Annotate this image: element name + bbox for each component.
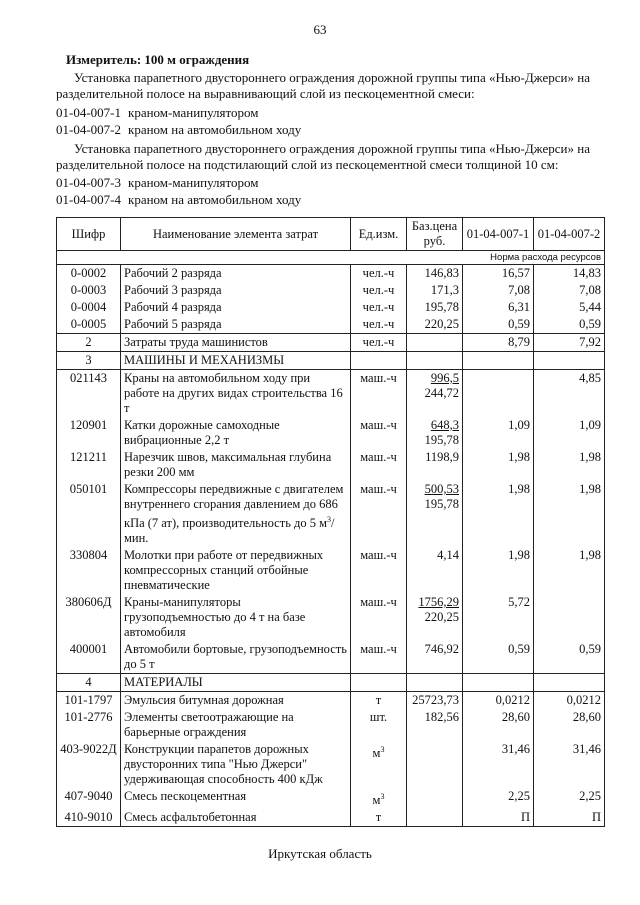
measure-heading: Измеритель: 100 м ограждения	[66, 52, 250, 67]
price-secondary-value: 195,78	[424, 433, 459, 447]
cell-norm-col2: 7,92	[534, 334, 605, 352]
code-line-3	[56, 175, 259, 191]
cell-unit	[351, 265, 407, 283]
cell-norm-col1: 2,25	[463, 788, 534, 809]
unit-text: чел.-ч	[362, 335, 395, 349]
cell-name	[121, 709, 351, 741]
cell-norm-col1: 16,57	[463, 265, 534, 283]
cell-name	[121, 788, 351, 809]
resource-table	[56, 217, 605, 827]
unit-text: маш.-ч	[360, 418, 397, 432]
code-line-2	[56, 122, 301, 138]
code: 01-04-007-2	[56, 122, 121, 137]
price-value: 648,3	[430, 418, 459, 432]
code: 01-04-007-4	[56, 192, 121, 207]
cell-code: 0-0004	[57, 299, 121, 316]
norm-label: Норма расхода ресурсов	[57, 251, 605, 265]
cell-price	[407, 481, 463, 547]
cell-norm-col2: 1,98	[534, 449, 605, 481]
table-row	[57, 299, 605, 316]
cell-unit	[351, 282, 407, 299]
cell-norm-col1: 1,98	[463, 449, 534, 481]
cell-unit	[351, 334, 407, 352]
cell-price	[407, 449, 463, 481]
price-secondary-value: 220,25	[424, 610, 459, 625]
price-secondary-value: 244,72	[424, 386, 459, 400]
table-row	[57, 674, 605, 692]
table-row	[57, 594, 605, 641]
code-line-1	[56, 105, 259, 121]
page-number: 63	[313, 22, 327, 37]
cell-norm-col1: 6,31	[463, 299, 534, 316]
description-paragraph-1: Установка парапетного двустороннего ограждения дорожной группы типа «Нью-Джерси» на разделительной полосе на выравнивающий слой из пескоцементной смеси:	[56, 70, 590, 101]
name-text: Катки дорожные самоходные вибрационные 2,2 т	[124, 418, 280, 447]
cell-norm-col1: 31,46	[463, 741, 534, 788]
price-value: 500,53	[424, 482, 459, 496]
cell-norm-col1: 1,98	[463, 547, 534, 594]
name-text: Нарезчик швов, максимальная глубина резки 200 мм	[124, 450, 332, 479]
cell-norm-col2: 5,44	[534, 299, 605, 316]
cell-price	[407, 265, 463, 283]
unit-text: маш.-ч	[360, 595, 397, 610]
cell-name	[121, 316, 351, 334]
name-text: Эмульсия битумная дорожная	[124, 693, 284, 708]
cell-name	[121, 299, 351, 316]
table-row	[57, 370, 605, 418]
price-value: 220,25	[424, 317, 459, 331]
table-row	[57, 809, 605, 827]
cell-norm-col2: 1,98	[534, 481, 605, 547]
price-value: 996,5	[430, 371, 459, 385]
price-value: 25723,73	[412, 693, 459, 708]
cell-norm-col2: 31,46	[534, 741, 605, 788]
name-text: Автомобили бортовые, грузоподъемность до 5 т	[124, 642, 347, 672]
cell-norm-col1: 0,0212	[463, 692, 534, 710]
unit-text: чел.-ч	[362, 266, 395, 280]
cell-price	[407, 641, 463, 674]
name-text: Затраты труда машинистов	[124, 335, 268, 349]
header-price: Баз.цена руб.	[407, 218, 463, 251]
table-row	[57, 352, 605, 370]
cell-norm-col1: 28,60	[463, 709, 534, 741]
cell-norm-col1: 0,59	[463, 316, 534, 334]
price-value: 171,3	[430, 283, 459, 297]
code-text: краном-манипулятором	[128, 175, 259, 190]
table-row	[57, 417, 605, 449]
table-row	[57, 692, 605, 710]
cell-norm-col1: 1,98	[463, 481, 534, 547]
cell-code: 403-9022Д	[57, 741, 121, 788]
code-text: краном-манипулятором	[128, 105, 259, 120]
name-text: Рабочий 5 разряда	[124, 317, 222, 331]
cell-norm-col2: 2,25	[534, 788, 605, 809]
cell-price	[407, 334, 463, 352]
cell-code: 101-2776	[57, 709, 121, 741]
table-row	[57, 334, 605, 352]
name-text: Рабочий 2 разряда	[124, 266, 222, 280]
cell-unit	[351, 481, 407, 547]
cell-price	[407, 299, 463, 316]
cell-norm-col1: П	[463, 809, 534, 827]
header-col1: 01-04-007-1	[463, 218, 534, 251]
cell-price	[407, 741, 463, 788]
cell-norm-col2: 0,59	[534, 641, 605, 674]
unit-text: чел.-ч	[362, 317, 395, 331]
table-row	[57, 709, 605, 741]
name-text: Элементы светоотражающие на барьерные ограждения	[124, 710, 294, 740]
cell-code: 101-1797	[57, 692, 121, 710]
empty-cell	[534, 674, 605, 692]
table-row	[57, 741, 605, 788]
cell-code: 410-9010	[57, 809, 121, 827]
cell-name	[121, 809, 351, 827]
cell-name	[121, 481, 351, 547]
cell-price	[407, 316, 463, 334]
cell-name	[121, 741, 351, 788]
cell-unit	[351, 709, 407, 741]
cell-name	[121, 417, 351, 449]
code-text: краном на автомобильном ходу	[128, 192, 302, 207]
cell-norm-col2: 0,59	[534, 316, 605, 334]
name-superscript: 3	[327, 515, 332, 524]
cell-norm-col2	[534, 594, 605, 641]
cell-price	[407, 282, 463, 299]
price-value: 1198,9	[425, 450, 459, 464]
cell-norm-col2: 28,60	[534, 709, 605, 741]
section-title: МАШИНЫ И МЕХАНИЗМЫ	[121, 352, 351, 370]
unit-superscript: 3	[380, 792, 385, 802]
empty-cell	[463, 352, 534, 370]
cell-unit	[351, 594, 407, 641]
header-unit: Ед.изм.	[351, 218, 407, 251]
price-value: 182,56	[424, 710, 459, 725]
cell-name	[121, 449, 351, 481]
cell-name	[121, 265, 351, 283]
unit-text: маш.-ч	[360, 450, 397, 464]
name-text: Смесь асфальтобетонная	[124, 810, 257, 825]
cell-price	[407, 709, 463, 741]
unit-text: шт.	[369, 710, 388, 725]
section-code: 4	[57, 674, 121, 692]
name-text: Конструкции парапетов дорожных двусторонних типа "Нью Джерси" удерживающая способность 400 кДж	[124, 742, 323, 787]
cell-price	[407, 788, 463, 809]
price-value: 746,92	[424, 642, 459, 657]
name-text: Рабочий 3 разряда	[124, 283, 222, 297]
cell-code: 021143	[57, 370, 121, 418]
cell-norm-col1: 8,79	[463, 334, 534, 352]
unit-text: чел.-ч	[362, 300, 395, 314]
cell-unit	[351, 370, 407, 418]
cell-code: 0-0002	[57, 265, 121, 283]
cell-unit	[351, 788, 407, 809]
table-row	[57, 481, 605, 547]
cell-name	[121, 370, 351, 418]
price-value: 4,14	[437, 548, 459, 563]
name-text-end: /мин.	[124, 516, 335, 546]
cell-code: 121211	[57, 449, 121, 481]
unit-superscript: 3	[380, 745, 385, 755]
unit-text: маш.-ч	[360, 482, 397, 496]
empty-cell	[463, 674, 534, 692]
price-value: 1756,29	[418, 595, 459, 610]
cell-unit	[351, 449, 407, 481]
table-row	[57, 282, 605, 299]
unit-text: м	[372, 793, 381, 808]
cell-code: 2	[57, 334, 121, 352]
table-row	[57, 316, 605, 334]
code: 01-04-007-1	[56, 105, 121, 120]
name-text: Краны на автомобильном ходу при работе на других видах строительства 16 т	[124, 371, 343, 415]
cell-name	[121, 641, 351, 674]
code-line-4	[56, 192, 301, 208]
name-text: Компрессоры передвижные с двигателем внутреннего сгорания давлением до 686 кПа (7 ат), производительность до 5 м	[124, 482, 344, 531]
description-paragraph-2: Установка парапетного двустороннего ограждения дорожной группы типа «Нью-Джерси» на разделительной полосе на подстилающий слой из пескоцементной смеси толщиной 10 см:	[56, 141, 590, 172]
name-text: Молотки при работе от передвижных компрессорных станций отбойные пневматические	[124, 548, 324, 593]
cell-name	[121, 282, 351, 299]
unit-text: чел.-ч	[362, 283, 395, 297]
cell-norm-col2: 4,85	[534, 370, 605, 418]
cell-norm-col2: 14,83	[534, 265, 605, 283]
table-row	[57, 547, 605, 594]
empty-cell	[407, 352, 463, 370]
cell-norm-col2: 0,0212	[534, 692, 605, 710]
cell-unit	[351, 299, 407, 316]
table-row	[57, 788, 605, 809]
table-body	[57, 265, 605, 827]
cell-price	[407, 594, 463, 641]
cell-code: 0-0003	[57, 282, 121, 299]
cell-norm-col2: 7,08	[534, 282, 605, 299]
unit-text: м	[372, 746, 381, 761]
cell-norm-col2: 1,98	[534, 547, 605, 594]
cell-code: 0-0005	[57, 316, 121, 334]
unit-text: маш.-ч	[360, 371, 397, 385]
cell-price	[407, 809, 463, 827]
price-value: 195,78	[424, 300, 459, 314]
cell-norm-col2: 1,09	[534, 417, 605, 449]
unit-text: т	[375, 693, 382, 708]
cell-unit	[351, 417, 407, 449]
cell-code: 407-9040	[57, 788, 121, 809]
cell-code: 400001	[57, 641, 121, 674]
price-value: 146,83	[424, 266, 459, 280]
section-title: МАТЕРИАЛЫ	[121, 674, 351, 692]
name-text: Рабочий 4 разряда	[124, 300, 222, 314]
header-col2: 01-04-007-2	[534, 218, 605, 251]
cell-norm-col1	[463, 370, 534, 418]
cell-norm-col1: 0,59	[463, 641, 534, 674]
norm-row	[57, 251, 605, 265]
name-text: Смесь пескоцементная	[124, 789, 247, 804]
cell-code: 050101	[57, 481, 121, 547]
empty-cell	[407, 674, 463, 692]
cell-price	[407, 370, 463, 418]
cell-unit	[351, 741, 407, 788]
cell-name	[121, 594, 351, 641]
table-row	[57, 641, 605, 674]
cell-norm-col2: П	[534, 809, 605, 827]
header-name: Наименование элемента затрат	[121, 218, 351, 251]
cell-unit	[351, 316, 407, 334]
unit-text: т	[375, 810, 382, 825]
section-code: 3	[57, 352, 121, 370]
cell-unit	[351, 809, 407, 827]
empty-cell	[351, 352, 407, 370]
cell-price	[407, 417, 463, 449]
unit-text: маш.-ч	[360, 548, 397, 563]
empty-cell	[351, 674, 407, 692]
cell-code: 330804	[57, 547, 121, 594]
cell-price	[407, 692, 463, 710]
cell-code: 380606Д	[57, 594, 121, 641]
unit-text: маш.-ч	[360, 642, 397, 657]
cell-norm-col1: 7,08	[463, 282, 534, 299]
footer-region: Иркутская область	[268, 846, 372, 861]
empty-cell	[534, 352, 605, 370]
cell-unit	[351, 641, 407, 674]
cell-name	[121, 547, 351, 594]
table-row	[57, 265, 605, 283]
cell-norm-col1: 1,09	[463, 417, 534, 449]
table-row	[57, 449, 605, 481]
cell-code: 120901	[57, 417, 121, 449]
cell-unit	[351, 692, 407, 710]
code-text: краном на автомобильном ходу	[128, 122, 302, 137]
cell-norm-col1: 5,72	[463, 594, 534, 641]
header-code: Шифр	[57, 218, 121, 251]
cell-price	[407, 547, 463, 594]
cell-name	[121, 692, 351, 710]
price-secondary-value: 195,78	[424, 497, 459, 511]
cell-name	[121, 334, 351, 352]
name-text: Краны-манипуляторы грузоподъемностью до 4 т на базе автомобиля	[124, 595, 306, 640]
table-header-row	[57, 218, 605, 251]
code: 01-04-007-3	[56, 175, 121, 190]
cell-unit	[351, 547, 407, 594]
